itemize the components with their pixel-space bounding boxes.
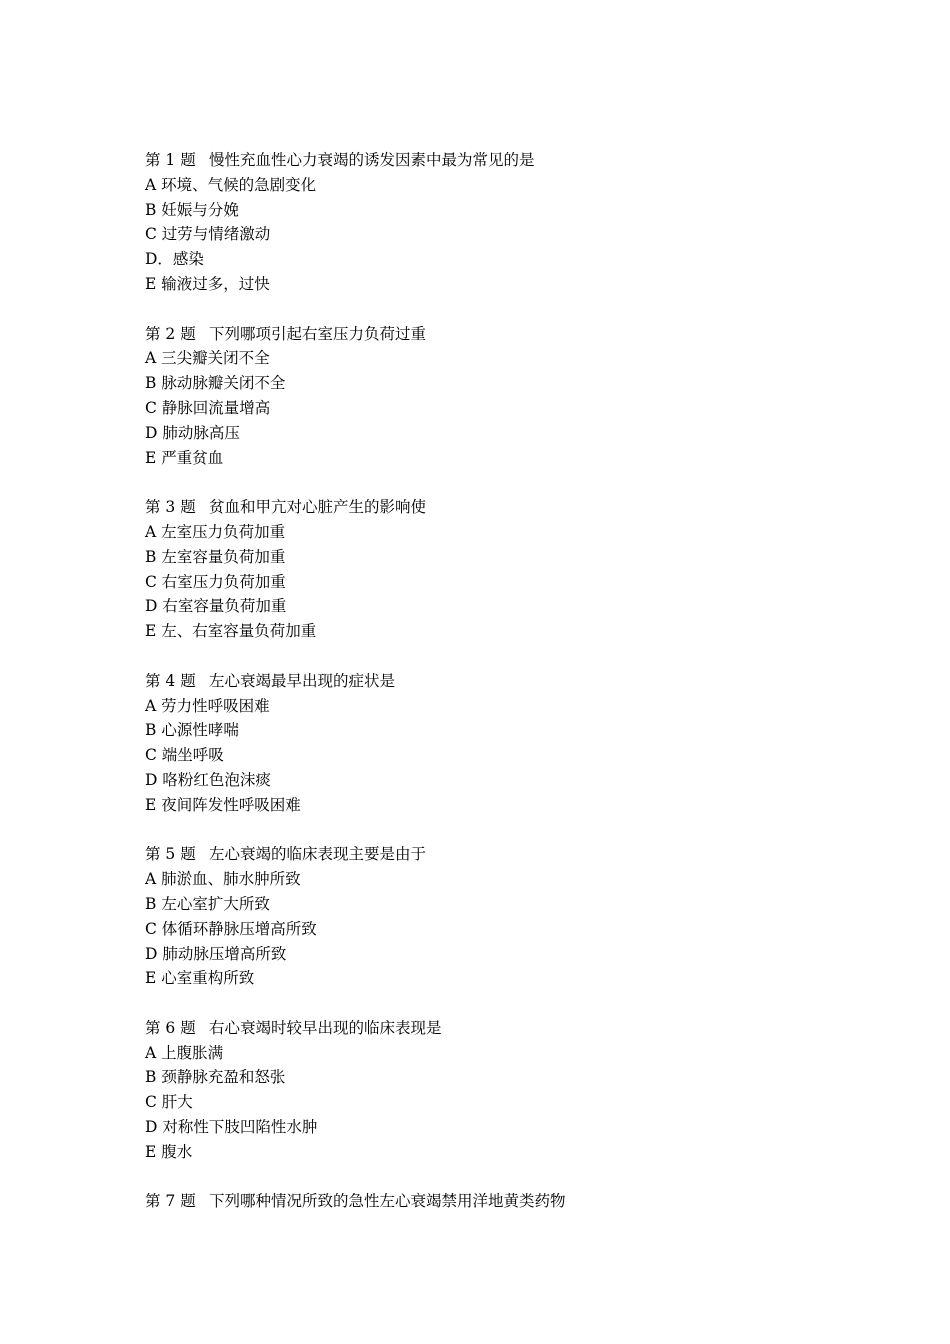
question-number: 第 1 题 <box>145 151 196 169</box>
question-title <box>145 1189 905 1214</box>
option-c: C 体循环静脉压增高所致 <box>145 919 317 938</box>
option-c: C 过劳与情绪激动 <box>145 225 271 244</box>
option-b: B 妊娠与分娩 <box>145 200 239 219</box>
option-e: E 左、右室容量负荷加重 <box>145 622 317 641</box>
question-3 <box>145 495 905 644</box>
question-title <box>145 669 905 694</box>
question-7 <box>145 1189 905 1214</box>
question-1 <box>145 148 905 297</box>
question-text: 慢性充血性心力衰竭的诱发因素中最为常见的是 <box>209 151 535 169</box>
question-6 <box>145 1016 905 1165</box>
option-d: D 右室容量负荷加重 <box>145 597 287 616</box>
option-a: A 环境、气候的急剧变化 <box>145 175 317 194</box>
question-title <box>145 842 905 867</box>
option-c: C 肝大 <box>145 1093 193 1112</box>
question-text: 左心衰竭的临床表现主要是由于 <box>209 845 427 864</box>
option-a: A 肺淤血、肺水肿所致 <box>145 870 301 889</box>
option-d: D．感染 <box>145 250 204 269</box>
question-title <box>145 148 905 173</box>
option-d: D 咯粉红色泡沫痰 <box>145 770 271 789</box>
option-c: C 端坐呼吸 <box>145 746 224 765</box>
question-title <box>145 495 905 520</box>
question-number: 第 2 题 <box>145 324 196 343</box>
option-a: A 左室压力负荷加重 <box>145 522 286 541</box>
option-d: D 对称性下肢凹陷性水肿 <box>145 1118 318 1137</box>
question-number: 第 3 题 <box>145 498 196 517</box>
option-b: B 左心室扩大所致 <box>145 894 270 913</box>
question-text: 下列哪项引起右室压力负荷过重 <box>209 324 427 343</box>
option-d: D 肺动脉高压 <box>145 423 240 442</box>
question-text: 左心衰竭最早出现的症状是 <box>209 671 396 690</box>
question-number: 第 5 题 <box>145 845 196 864</box>
option-e: E 心室重构所致 <box>145 969 255 988</box>
option-a: A 上腹胀满 <box>145 1043 224 1062</box>
option-e: E 夜间阵发性呼吸困难 <box>145 795 301 814</box>
option-a: A 劳力性呼吸困难 <box>145 696 270 715</box>
option-b: B 左室容量负荷加重 <box>145 547 286 566</box>
question-text: 下列哪种情况所致的急性左心衰竭禁用洋地黄类药物 <box>209 1192 566 1211</box>
question-number: 第 7 题 <box>145 1192 196 1211</box>
question-5 <box>145 842 905 991</box>
option-c: C 静脉回流量增高 <box>145 398 271 417</box>
option-b: B 心源性哮喘 <box>145 721 239 740</box>
option-b: B 颈静脉充盈和怒张 <box>145 1068 286 1087</box>
option-a: A 三尖瓣关闭不全 <box>145 349 270 368</box>
document-page <box>145 148 905 1239</box>
option-d: D 肺动脉压增高所致 <box>145 944 287 963</box>
question-title <box>145 1016 905 1041</box>
option-e: E 腹水 <box>145 1142 193 1161</box>
question-number: 第 6 题 <box>145 1018 196 1037</box>
question-2 <box>145 322 905 471</box>
option-e: E 严重贫血 <box>145 448 224 467</box>
question-title <box>145 322 905 347</box>
option-b: B 脉动脉瓣关闭不全 <box>145 374 286 393</box>
option-c: C 右室压力负荷加重 <box>145 572 286 591</box>
question-text: 右心衰竭时较早出现的临床表现是 <box>209 1018 442 1037</box>
question-4 <box>145 669 905 818</box>
question-text: 贫血和甲亢对心脏产生的影响使 <box>209 498 427 517</box>
option-e: E 输液过多，过快 <box>145 274 270 293</box>
question-number: 第 4 题 <box>145 671 196 690</box>
